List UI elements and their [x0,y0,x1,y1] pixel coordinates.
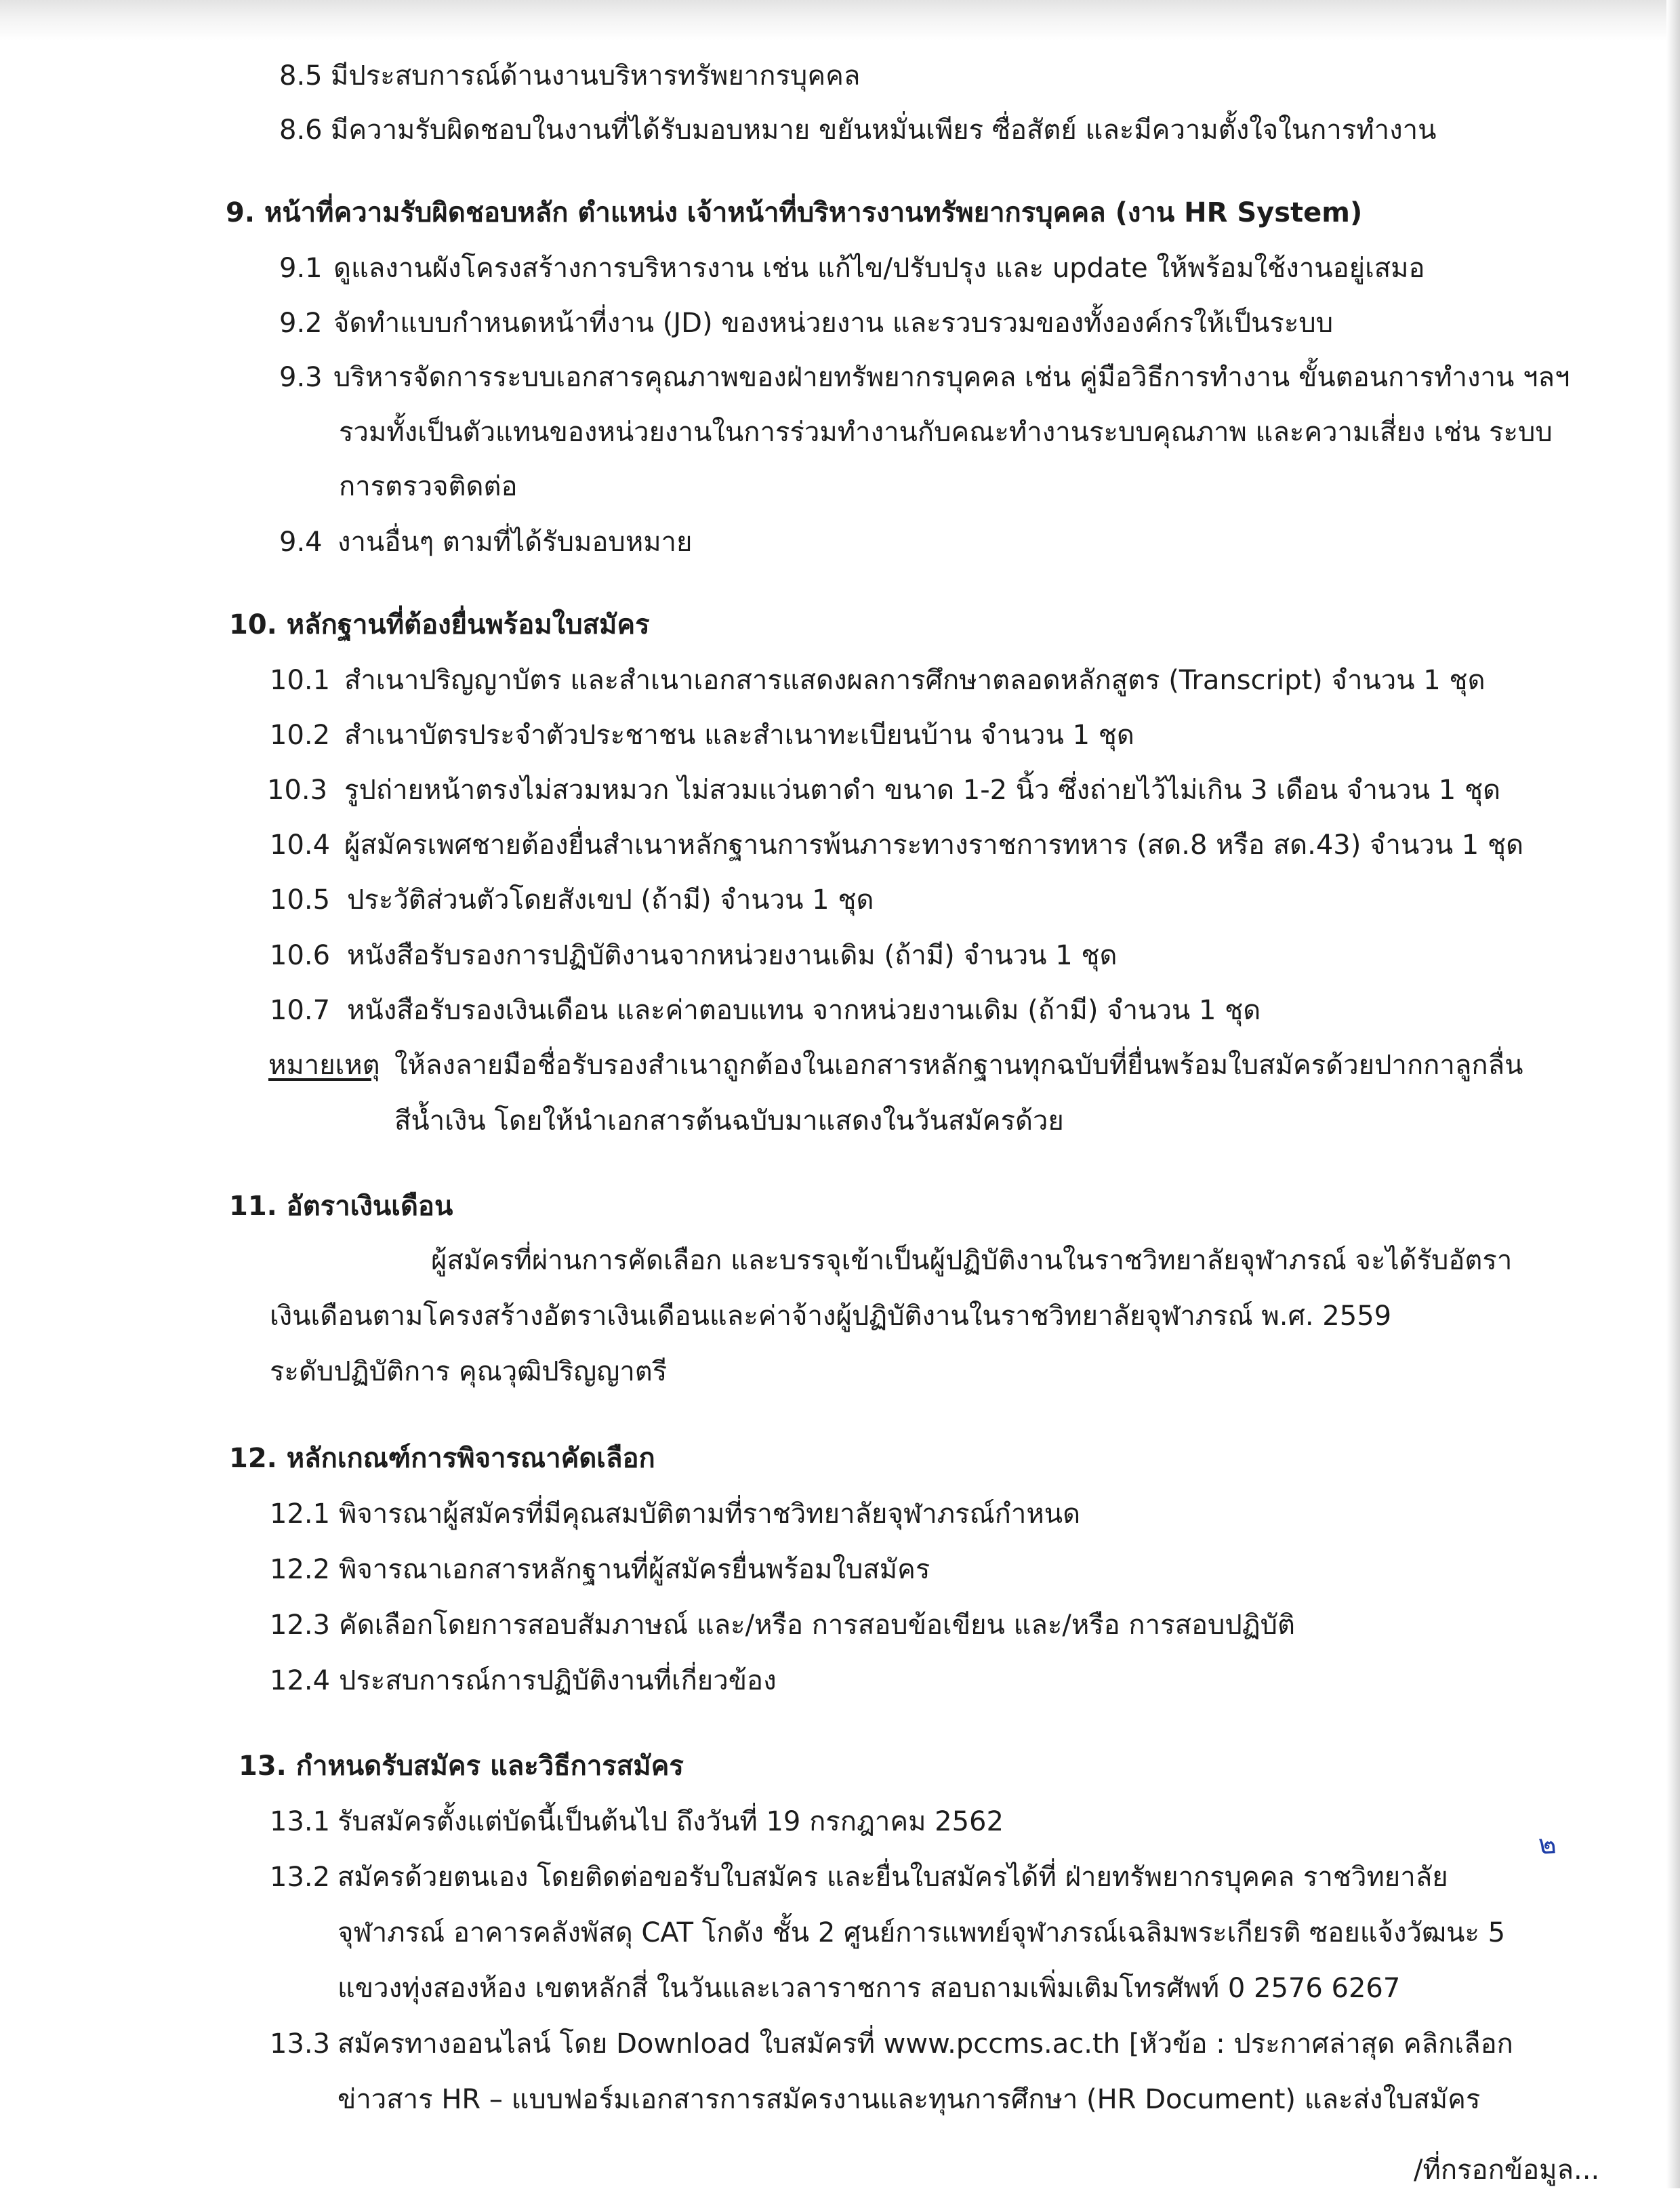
item-number: 12.2 [270,1554,331,1585]
duty-item-continued: การตรวจติดต่อ [339,471,518,502]
item-number: 12.4 [270,1665,331,1696]
duty-item: บริหารจัดการระบบเอกสารคุณภาพของฝ่ายทรัพยากรบุคคล เช่น คู่มือวิธีการทำงาน ขั้นตอนการทำงาน ฯลฯ [333,362,1570,393]
criteria-item: ประสบการณ์การปฏิบัติงานที่เกี่ยวข้อง [339,1665,777,1696]
section-heading-13: 13. กำหนดรับสมัคร และวิธีการสมัคร [239,1751,684,1782]
criteria-item: พิจารณาผู้สมัครที่มีคุณสมบัติตามที่ราชวิทยาลัยจุฬาภรณ์กำหนด [339,1498,1081,1530]
item-number: 9.2 [279,308,323,339]
section-heading-11: 11. อัตราเงินเดือน [229,1191,453,1222]
document-item: หนังสือรับรองเงินเดือน และค่าตอบแทน จากหน่วยงานเดิม (ถ้ามี) จำนวน 1 ชุด [347,995,1261,1026]
note-text: ให้ลงลายมือชื่อรับรองสำเนาถูกต้องในเอกสารหลักฐานทุกฉบับที่ยื่นพร้อมใบสมัครด้วยปากกาลูกลื่น [394,1050,1523,1081]
note-text-continued: สีน้ำเงิน โดยให้นำเอกสารต้นฉบับมาแสดงในวันสมัครด้วย [394,1105,1064,1137]
section-heading-12: 12. หลักเกณฑ์การพิจารณาคัดเลือก [229,1443,655,1474]
page-number-mark: ๒ [1537,1828,1557,1861]
application-item: สมัครทางออนไลน์ โดย Download ใบสมัครที่ www.pccms.ac.th [หัวข้อ : ประกาศล่าสุด คลิกเลือก [337,2028,1513,2060]
document-item: รูปถ่ายหน้าตรงไม่สวมหมวก ไม่สวมแว่นตาดำ ขนาด 1-2 นิ้ว ซึ่งถ่ายไว้ไม่เกิน 3 เดือน จำนวน 1 ชุด [344,775,1501,806]
salary-paragraph: ผู้สมัครที่ผ่านการคัดเลือก และบรรจุเข้าเป็นผู้ปฏิบัติงานในราชวิทยาลัยจุฬาภรณ์ จะได้รับอัตรา [431,1245,1513,1276]
note-label: หมายเหตุ [268,1050,380,1081]
application-item-continued: จุฬาภรณ์ อาคารคลังพัสดุ CAT โกดัง ชั้น 2 ศูนย์การแพทย์จุฬาภรณ์เฉลิมพระเกียรติ ซอยแจ้งวัฒนะ 5 [337,1917,1506,1948]
application-item: รับสมัครตั้งแต่บัดนี้เป็นต้นไป ถึงวันที่ 19 กรกฎาคม 2562 [337,1806,1004,1837]
item-number: 10.4 [270,830,331,861]
item-number: 10.1 [270,665,331,696]
scan-top-shadow [0,0,1680,41]
criteria-item: พิจารณาเอกสารหลักฐานที่ผู้สมัครยื่นพร้อมใบสมัคร [339,1554,930,1585]
item-number: 12.1 [270,1498,331,1530]
item-number: 9.3 [279,362,323,393]
qualification-item: มีประสบการณ์ด้านงานบริหารทรัพยากรบุคคล [331,60,861,91]
item-number: 12.3 [270,1610,331,1641]
item-number: 10.3 [267,775,328,806]
qualification-item: มีความรับผิดชอบในงานที่ได้รับมอบหมาย ขยันหมั่นเพียร ซื่อสัตย์ และมีความตั้งใจในการทำงาน [331,115,1437,146]
item-number: 9.4 [279,527,323,558]
item-number: 10.7 [270,995,331,1026]
salary-paragraph: ระดับปฏิบัติการ คุณวุฒิปริญญาตรี [270,1356,668,1387]
item-number: 13.2 [270,1862,331,1893]
salary-paragraph: เงินเดือนตามโครงสร้างอัตราเงินเดือนและค่าจ้างผู้ปฏิบัติงานในราชวิทยาลัยจุฬาภรณ์ พ.ศ. 2559 [270,1301,1392,1332]
section-heading-9: 9. หน้าที่ความรับผิดชอบหลัก ตำแหน่ง เจ้าหน้าที่บริหารงานทรัพยากรบุคคล (งาน HR System) [226,197,1363,228]
duty-item: จัดทำแบบกำหนดหน้าที่งาน (JD) ของหน่วยงาน และรวบรวมของทั้งองค์กรให้เป็นระบบ [333,308,1334,339]
duty-item-continued: รวมทั้งเป็นตัวแทนของหน่วยงานในการร่วมทำงานกับคณะทำงานระบบคุณภาพ และความเสี่ยง เช่น ระบบ [339,417,1553,448]
application-item-continued: แขวงทุ่งสองห้อง เขตหลักสี่ ในวันและเวลาราชการ สอบถามเพิ่มเติมโทรศัพท์ 0 2576 6267 [337,1973,1401,2004]
document-item: หนังสือรับรองการปฏิบัติงานจากหน่วยงานเดิม (ถ้ามี) จำนวน 1 ชุด [347,940,1118,971]
item-number: 10.6 [270,940,331,971]
item-number: 9.1 [279,253,323,284]
section-heading-10: 10. หลักฐานที่ต้องยื่นพร้อมใบสมัคร [229,609,650,640]
application-item-continued: ข่าวสาร HR – แบบฟอร์มเอกสารการสมัครงานและทุนการศึกษา (HR Document) และส่งใบสมัคร [337,2084,1481,2115]
scan-right-shadow [1666,0,1680,2188]
application-item: สมัครด้วยตนเอง โดยติดต่อขอรับใบสมัคร และยื่นใบสมัครได้ที่ ฝ่ายทรัพยากรบุคคล ราชวิทยาลัย [337,1862,1448,1893]
item-number: 10.5 [270,884,331,916]
document-item: สำเนาบัตรประจำตัวประชาชน และสำเนาทะเบียนบ้าน จำนวน 1 ชุด [344,720,1134,751]
duty-item: งานอื่นๆ ตามที่ได้รับมอบหมาย [337,527,693,558]
criteria-item: คัดเลือกโดยการสอบสัมภาษณ์ และ/หรือ การสอบข้อเขียน และ/หรือ การสอบปฏิบัติ [339,1610,1296,1641]
document-item: ประวัติส่วนตัวโดยสังเขป (ถ้ามี) จำนวน 1 ชุด [347,884,874,916]
item-number: 13.1 [270,1806,331,1837]
item-number: 8.5 [279,60,323,91]
duty-item: ดูแลงานผังโครงสร้างการบริหารงาน เช่น แก้ไข/ปรับปรุง และ update ให้พร้อมใช้งานอยู่เสมอ [333,253,1425,284]
document-item: สำเนาปริญญาบัตร และสำเนาเอกสารแสดงผลการศึกษาตลอดหลักสูตร (Transcript) จำนวน 1 ชุด [344,665,1486,696]
document-item: ผู้สมัครเพศชายต้องยื่นสำเนาหลักฐานการพ้นภาระทางราชการทหาร (สด.8 หรือ สด.43) จำนวน 1 ชุด [344,830,1524,861]
item-number: 10.2 [270,720,331,751]
item-number: 13.3 [270,2028,331,2060]
continuation-text: /ที่กรอกข้อมูล... [1414,2154,1600,2186]
item-number: 8.6 [279,115,323,146]
